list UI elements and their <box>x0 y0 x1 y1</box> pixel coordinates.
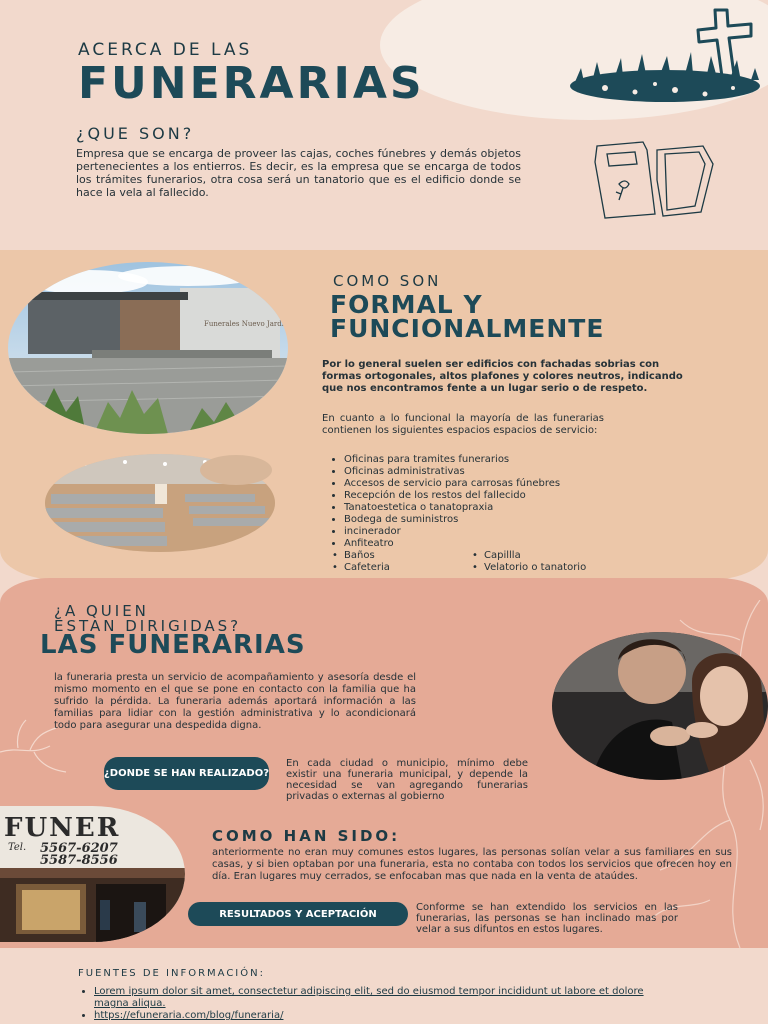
dirigidas-kicker-1: ¿A QUIEN <box>54 602 149 620</box>
fuente-item <box>94 986 680 1010</box>
storefront-tel-label: Tel. <box>8 842 27 853</box>
list-split-row <box>324 550 604 562</box>
list-item: • Oficinas administrativas <box>344 466 609 478</box>
list-item: • incinerador <box>344 526 609 538</box>
dirigidas-text: la funeraria presta un servicio de acompañamiento y asesoría desde el mismo momento en el que se pone en contacto con la familia que ha sufrido la pérdida. La funeraria además aportará información a las familias para lidiar con la gestión administrativa y lo acondicionará todo para asegurar una despedida digna. <box>54 672 416 731</box>
list-item: • Tanatoestetica o tanatopraxia <box>344 502 609 514</box>
como-son-intro: En cuanto a lo funcional la mayoría de las funerarias contienen los siguientes espacios espacios de servicio: <box>322 413 604 436</box>
list-item: • Anfiteatro <box>344 538 609 550</box>
storefront-tel-1: 5567-6207 <box>40 841 118 856</box>
coffin-icon <box>585 140 715 220</box>
funeral-home-facade-photo <box>8 262 288 434</box>
como-son-description: Por lo general suelen ser edificios con fachadas sobrias con formas ortogonales, altos plafones y colores neutros, indicando que nos encontramos fente a un lugar serio o de respeto. <box>322 359 683 394</box>
grieving-couple-photo <box>552 632 768 780</box>
list-item: • Cafeteria <box>332 562 390 573</box>
list-split-row <box>324 562 604 574</box>
list-item: • Bodega de suministros <box>344 514 609 526</box>
page-title: FUNERARIAS <box>78 58 425 109</box>
list-item: • Oficinas para tramites funerarios <box>344 454 609 466</box>
fuentes-heading: FUENTES DE INFORMACIÓN: <box>78 968 265 979</box>
como-han-sido-text: anteriormente no eran muy comunes estos lugares, las personas solían velar a sus familiares en sus casas, y si bien optaban por una funeraria, esta no contaba con todos los servicios que ofrecen hoy en día. Eran lugares muy cerrados, se enfocaban mas que nada en la venta de ataúdes. <box>212 847 732 882</box>
header-kicker: ACERCA DE LAS <box>78 40 253 60</box>
fuentes-list <box>80 986 680 1022</box>
dirigidas-title: LAS FUNERARIAS <box>40 630 306 660</box>
donde-text: En cada ciudad o municipio, mínimo debe existir una funeraria municipal, y depende la necesidad se van agregando funerarias privadas o externas al gobierno <box>286 758 528 802</box>
list-item: • Capillla <box>472 550 521 561</box>
como-han-sido-heading: COMO HAN SIDO: <box>212 827 401 845</box>
old-funeral-home-photo <box>0 806 185 942</box>
chapel-ceiling-accent <box>200 455 272 485</box>
fuente-link[interactable]: Lorem ipsum dolor sit amet, consectetur adipiscing elit, sed do eiusmod tempor incididunt ut labore et dolore magna aliqua. <box>94 986 644 1009</box>
storefront-tel-2: 5587-8556 <box>40 853 118 868</box>
como-son-title-2: FUNCIONALMENTE <box>330 314 605 343</box>
list-item: • Recepción de los restos del fallecido <box>344 490 609 502</box>
fuente-item <box>94 1010 680 1022</box>
dirigidas-kicker-2: ESTAN DIRIGIDAS? <box>54 617 242 635</box>
fuente-link[interactable]: https://efuneraria.com/blog/funeraria/ <box>94 1010 284 1021</box>
donde-se-han-realizado-button[interactable]: ¿DONDE SE HAN REALIZADO? <box>104 757 269 790</box>
facade-sign: Funerales Nuevo Jardin <box>204 320 288 328</box>
que-son-heading: ¿QUE SON? <box>76 124 195 143</box>
service-spaces-list <box>324 454 609 574</box>
list-item: • Accesos de servicio para carrosas fúnebres <box>344 478 609 490</box>
como-son-title-1: FORMAL Y <box>330 290 483 319</box>
que-son-text: Empresa que se encarga de proveer las cajas, coches fúnebres y demás objetos pertenecientes a los entierros. Es decir, es la empresa que se encarga de todos los trámites funerarios, otra cosa será un tanatorio que es el edificio donde se hace la vela al fallecido. <box>76 147 521 199</box>
resultados-aceptacion-button[interactable]: RESULTADOS Y ACEPTACIÓN <box>188 902 408 926</box>
cross-grave-illustration <box>565 4 765 116</box>
resultados-text: Conforme se han extendido los servicios en las funerarias, las personas se han inclinado mas por velar a sus difuntos en estos lugares. <box>416 902 678 935</box>
list-item: • Baños <box>332 550 375 561</box>
list-item: • Velatorio o tanatorio <box>472 562 587 573</box>
storefront-sign: FUNER <box>4 813 121 843</box>
como-son-kicker: COMO SON <box>333 272 442 290</box>
